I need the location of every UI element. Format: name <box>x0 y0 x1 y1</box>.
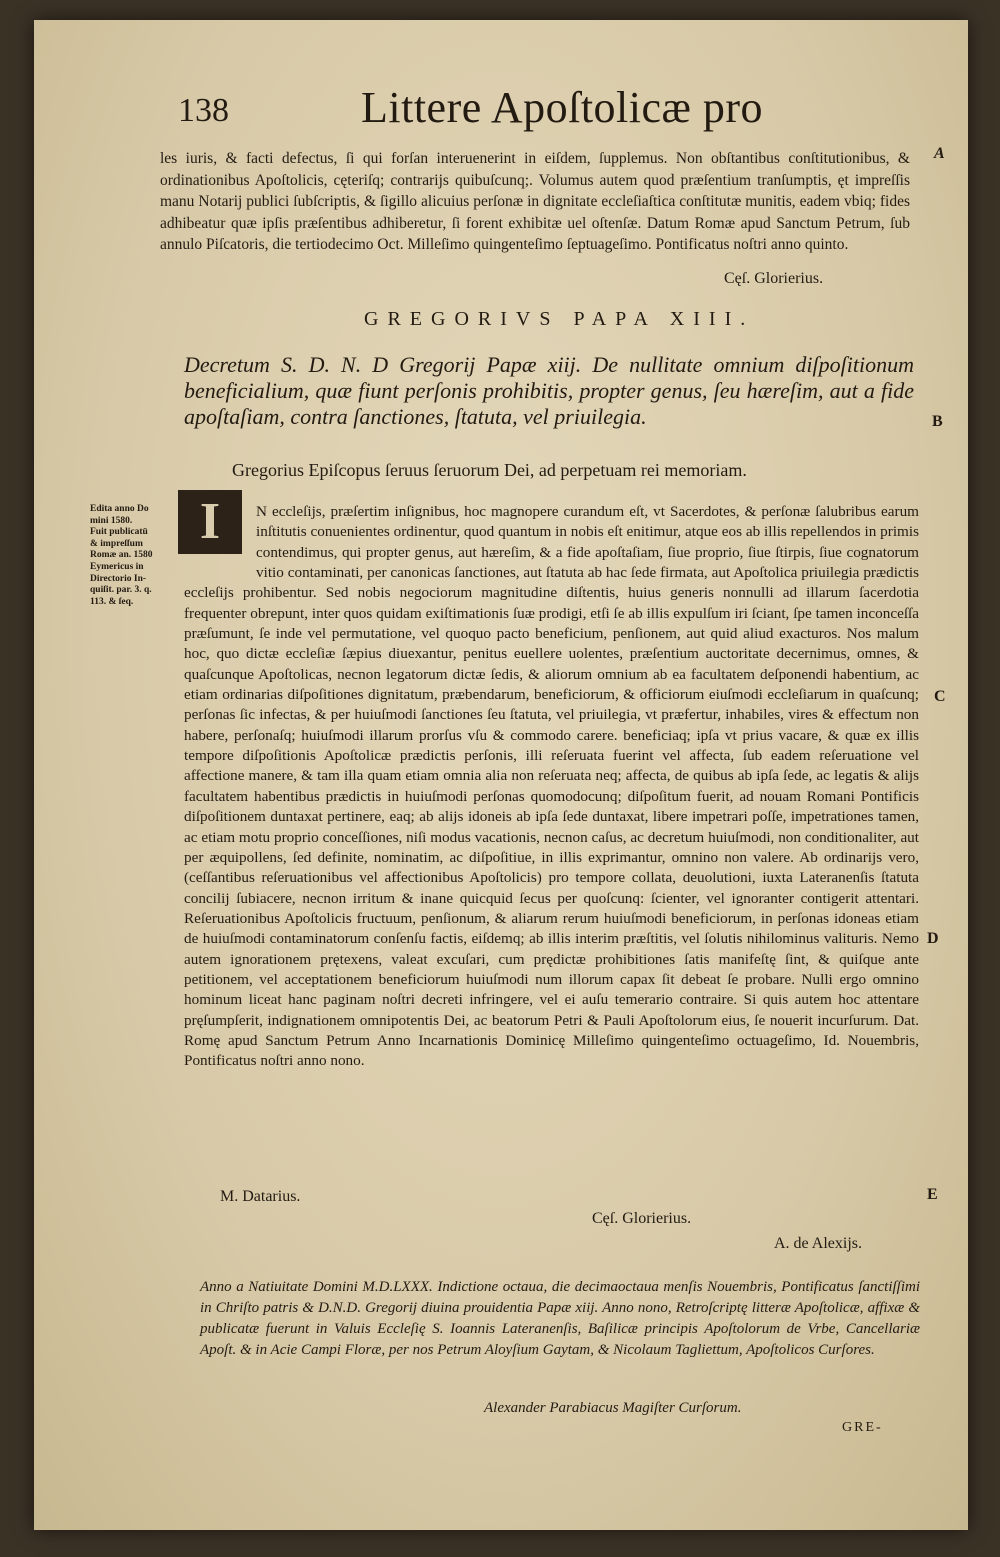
margin-note-line: quiſit. par. 3. q. <box>90 585 152 596</box>
margin-letter-c: C <box>934 688 946 705</box>
signature-glorierius: Cęſ. Glorierius. <box>724 270 824 287</box>
decree-body <box>184 502 919 1072</box>
section-heading: GREGORIVS PAPA XIII. <box>364 308 755 330</box>
margin-note-line: & impreſſum <box>90 538 143 549</box>
margin-note-line: Directorio In- <box>90 573 147 584</box>
book-page <box>34 20 968 1530</box>
margin-letter-b: B <box>932 413 943 430</box>
drop-cap-spacer <box>184 502 256 564</box>
catchword: GRE- <box>842 1420 883 1435</box>
margin-note-line: Eymericus in <box>90 561 144 572</box>
margin-letter-e: E <box>927 1186 938 1203</box>
margin-note-line: Romæ an. 1580 <box>90 550 153 561</box>
margin-note-line: mini 1580. <box>90 515 133 526</box>
continued-paragraph: les iuris, & facti defectus, ſi qui forſan interuenerint in eiſdem, ſupplemus. Non obſtantibus conſtitutionibus, & ordinationibus Apoſtolicis, cęteriſq; contrarijs quibuſcunq;. Volumus autem quod præſentium tranſumptis, ęt impreſſis manu Notarij publici ſubſcriptis, & ſigillo alicuius perſonæ in dignitate eccleſiaſtica conſtitutæ munitis, eadem vbiq; fides adhibeatur quæ ipſis præſentibus adhiberetur, ſi forent exhibitæ uel oſtenſæ. Datum Romæ apud Sanctum Petrum, ſub annulo Piſcatoris, die tertiodecimo Oct. Milleſimo quingenteſimo ſeptuageſimo. Pontificatus noſtri anno quinto. <box>160 150 910 253</box>
running-title: Littere Apoſtolicæ pro <box>361 83 764 132</box>
margin-note-line: 113. & ſeq. <box>90 596 134 607</box>
margin-letter-d: D <box>927 930 939 947</box>
signature-datarius: M. Datarius. <box>220 1188 301 1205</box>
page-header <box>146 82 896 132</box>
page-number: 138 <box>178 92 229 129</box>
salutation: Gregorius Epiſcopus ſeruus ſeruorum Dei, ad perpetuam rei memoriam. <box>232 460 747 480</box>
margin-note <box>90 504 180 608</box>
margin-note-line: Edita anno Do <box>90 504 149 514</box>
decree-title: Decretum S. D. N. D Gregorij Papæ xiij. De nullitate omnium diſpoſitionum beneficialium, quæ fiunt perſonis prohibitis, propter genus, ſeu hæreſim, aut a fide apoſtaſiam, contra ſanctiones, ſtatuta, vel priuilegia. <box>184 352 914 429</box>
margin-note-line: Fuit publicatū <box>90 527 148 538</box>
decree-body-text: N eccleſijs, præſertim inſignibus, hoc magnopere curandum eſt, vt Sacerdotes, & perſonæ ſalubribus earum inſtitutis conuenientes ordinentur, quod quantum in nobis eſt enitimur, atque eos ab illis repellendos in primis contendimus, qui propter genus, aut hæreſim, & a fide apoſtaſiam, ſiue proprio, ſiue ſtirpis, ſiue cognatorum vitio contaminati, per canonicas ſanctiones, aut ſtatuta ab hac ſede firmata, aut Apoſtolica priuilegia prædictis eccleſijs prohibentur. Sed nobis negociorum magnitudine diſtentis, huius generis nonnulli ad illarum ſacerdotia frequenter obrepunt, inter quos quidam exiſtimationis ſuæ prodigi, etſi ſe ab illis expulſum iri ſciant, ſpe tamen inconceſſa præſumunt, ſe inde vel permutatione, vel quoquo pacto beneficium, penſionem, aut quid aliud exacturos. Nos malum hoc, quo dictæ eccleſiæ ſæpius diuexantur, penitus euellere uolentes, præſentium auctoritate decernimus, omnes, & quaſcunque Apoſtolicas, necnon legatorum dictæ ſedis, & aliorum omnium ab ea facultatem deſponendi habentium, ac etiam ordinarias diſpoſitiones dignitatum, præbendarum, beneficiorum, & officiorum eiuſmodi eccleſiarum in quaſcunq; perſonas ſic infectas, & per huiuſmodi ſanctiones ſeu ſtatuta, vel priuilegia, vt præfertur, inhabiles, vires & effectum non habere, perſonaſq; huiuſmodi illarum prorſus vſu & commodo carere. beneficiaq; ipſa vt prius vacare, & quæ ex illis tempore diſpoſitionis Apoſtolicæ prædictis perſonis, illi reſeruata fuerint vel affecta, ſub eadem reſeruatione vel affectione manere, & tam illa quam etiam omnia alia non reſeruata neq; affecta, de quibus ab ipſa ſede, ac legatis & alijs facultatem habentibus prædictis in huiuſmodi perſonas quomodocunq; diſpoſitum fuerit, ad nouam Romani Pontificis diſpoſitionem duntaxat pertinere, eaq; ab alijs idoneis ab ipſa ſede duntaxat, libere impetrari poſſe, impetrationes tamen, ac etiam motu proprio conceſſiones, niſi modus vacationis, necnon caſus, ac decretum huiuſmodi, non conditionaliter, aut per æquipollens, ſed definite, nominatim, ac diſpoſitiue, in illis exprimantur, omnino non valere. Ab ordinarijs vero, (ceſſantibus reſeruationibus vel affectionibus Apoſtolicis) pro tempore collata, deuolutioni, iuxta Lateranenſis ſtatuta concilij ſubiacere, necnon irritum & inane quicquid ſecus per quoſcunq: ſcienter, vel ignoranter contigerit attentari. Reſeruationibus Apoſtolicis fructuum, penſionum, & aliarum rerum huiuſmodi beneficiorum, in perſonas idoneas etiam de huiuſmodi contaminatorum conſenſu factis, eiſdemq; ab illis interim præſtitis, vel ſolutis nihilominus valituris. Nemo autem ignorationem prętexens, valeat excuſari, cum prędictæ prohibitiones ſatis manifeſtę ſint, & quiſque ante petitionem, vel acceptationem beneficiorum huiuſmodi num illorum capax ſit debeat ſe probare. Nulli ergo omnino hominum liceat hanc paginam noſtri decreti infringere, vel ei auſu temerario contraire. Si quis autem hoc attentare pręſumpſerit, indignationem omnipotentis Dei, ac beatorum Petri & Pauli Apoſtolorum eius, ſe nouerit incurſurum. Dat. Romę apud Sanctum Petrum Anno Incarnationis Dominicę Milleſimo quingenteſimo octuageſimo, Id. Nouembris, Pontificatus noſtri anno nono. <box>184 503 919 1070</box>
signature-glorierius-2: Cęſ. Glorierius. <box>592 1210 692 1227</box>
signature-alexijs: A. de Alexijs. <box>774 1235 862 1252</box>
margin-letter-a: A <box>934 145 945 162</box>
publication-colophon: Anno a Natiuitate Domini M.D.LXXX. Indictione octaua, die decimaoctaua menſis Nouembris, Pontificatus ſanctiſſimi in Chriſto patris & D.N.D. Gregorij diuina prouidentia Papæ xiij. Anno nono, Retroſcriptę litteræ Apoſtolicæ, affixæ & publicatæ fuerunt in Valuis Eccleſię S. Ioannis Lateranenſis, Baſilicæ principis Apoſtolorum de Vrbe, Cancellariæ Apoſt. & in Acie Campi Floræ, per nos Petrum Aloyſium Gaytam, & Nicolaum Tagliettum, Apoſtolicos Curſores. <box>200 1279 920 1358</box>
drop-cap: I <box>178 490 242 554</box>
colophon-signature: Alexander Parabiacus Magiſter Curſorum. <box>484 1400 742 1416</box>
